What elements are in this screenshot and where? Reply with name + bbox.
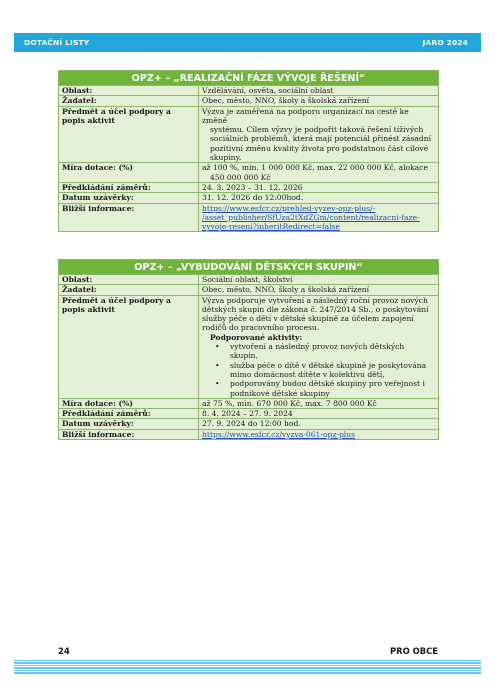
bullet-line: • podporovány budou dětské skupiny pro veřejnost i bbox=[230, 379, 425, 389]
row-label: Předkládání záměrů: bbox=[59, 182, 199, 192]
link-line[interactable]: https://www.esfcr.cz/prehled-vyzev-opz-plus/- bbox=[202, 203, 376, 213]
footer-stripes bbox=[14, 660, 481, 675]
stripe-line bbox=[14, 670, 481, 671]
row-value: Obec, město, NNO, školy a školská zařízení bbox=[199, 285, 439, 295]
row-value: Obec, město, NNO, školy a školská zařízení bbox=[199, 96, 439, 106]
table-row bbox=[59, 285, 439, 295]
running-header bbox=[14, 33, 481, 52]
text-line: skupiny. bbox=[210, 153, 242, 163]
row-label: Bližší informace: bbox=[59, 429, 199, 439]
list-item bbox=[230, 379, 435, 398]
row-value: 24. 3. 2023 – 31. 12. 2026 bbox=[199, 182, 439, 192]
row-label: Míra dotace: (%) bbox=[59, 398, 199, 408]
stripe-line bbox=[14, 662, 481, 663]
row-label: Bližší informace: bbox=[59, 203, 199, 232]
page-number: 24 bbox=[58, 646, 70, 656]
table-row bbox=[59, 203, 439, 232]
text-line: až 100 %, min. 1 000 000 Kč, max. 22 000 000 Kč, alokace bbox=[202, 163, 428, 173]
link-line[interactable]: vyvoje-reseni?inheritRedirect=false bbox=[202, 222, 341, 232]
stripe-line bbox=[14, 665, 481, 666]
label-line: popis aktivit bbox=[62, 115, 115, 125]
row-value: 27. 9. 2024 do 12:00 hod. bbox=[199, 419, 439, 429]
row-label: Oblast: bbox=[59, 275, 199, 285]
bullet-line: • služba péče o dítě v dětské skupině je poskytována bbox=[230, 360, 427, 370]
row-label: Míra dotace: (%) bbox=[59, 163, 199, 183]
stripe-line bbox=[14, 660, 481, 661]
bullet-line: skupin, bbox=[230, 351, 258, 361]
text-line: 450 000 000 Kč bbox=[210, 172, 271, 182]
row-value bbox=[199, 163, 439, 183]
text-line: pozitivní změnu kvality života pro podstatnou část cílové bbox=[210, 143, 429, 153]
activities-subhead: Podporované aktivity: bbox=[210, 332, 303, 342]
text-line: systému. Cílem výzvy je podpořit taková řešení tíživých bbox=[210, 125, 424, 135]
header-section-title: DOTAČNÍ LISTY bbox=[24, 38, 90, 47]
stripe-line bbox=[14, 672, 481, 673]
list-item bbox=[230, 342, 435, 361]
grant-title: OPZ+ – „VYBUDOVÁNÍ DĚTSKÝCH SKUPIN“ bbox=[59, 260, 439, 275]
table-row bbox=[59, 409, 439, 419]
table-row bbox=[59, 275, 439, 285]
publication-name: PRO OBCE bbox=[390, 646, 438, 656]
bullet-line: mimo domácnost dítěte v kolektivu dětí, bbox=[230, 369, 385, 379]
row-label: Datum uzávěrky: bbox=[59, 193, 199, 203]
row-value: Vzdělávání, osvěta, sociální oblast bbox=[199, 86, 439, 96]
label-line: popis aktivit bbox=[62, 304, 115, 314]
bullet-line: podnikové dětské skupiny bbox=[230, 388, 330, 398]
label-line: Předmět a účel podpory a bbox=[62, 295, 171, 305]
row-value bbox=[199, 106, 439, 163]
table-row bbox=[59, 163, 439, 183]
table-row bbox=[59, 106, 439, 163]
row-value: až 75 %, min. 670 000 Kč, max. 7 800 000 Kč bbox=[199, 398, 439, 408]
label-line bbox=[62, 107, 195, 116]
row-label: Žadatel: bbox=[59, 96, 199, 106]
activities-list bbox=[202, 342, 435, 398]
table-row bbox=[59, 419, 439, 429]
text-line: Výzva podporuje vytvoření a následný roční provoz nových bbox=[202, 295, 428, 305]
row-label: Předkládání záměrů: bbox=[59, 409, 199, 419]
info-link[interactable] bbox=[199, 203, 439, 232]
list-item bbox=[230, 361, 435, 380]
row-value: 31. 12. 2026 do 12:00hod. bbox=[199, 193, 439, 203]
text-line: služby péče o děti v dětské skupině za účelem zapojení bbox=[202, 314, 414, 324]
row-label: Žadatel: bbox=[59, 285, 199, 295]
text-line: sociálních problémů, která mají potenciál přinést zásadní bbox=[210, 134, 432, 144]
table-row bbox=[59, 193, 439, 203]
row-label: Datum uzávěrky: bbox=[59, 419, 199, 429]
text-line: rodičů do pracovního procesu. bbox=[202, 323, 320, 333]
label-text: Předmět a účel podpory a bbox=[62, 106, 171, 116]
row-value: Sociální oblast, školství bbox=[199, 275, 439, 285]
table-row bbox=[59, 398, 439, 408]
grant-table-vybudovani-detskych-skupin bbox=[58, 259, 439, 440]
table-row bbox=[59, 182, 439, 192]
table-row bbox=[59, 96, 439, 106]
table-row bbox=[59, 295, 439, 398]
table-row bbox=[59, 86, 439, 96]
row-label bbox=[59, 295, 199, 398]
row-value bbox=[199, 295, 439, 398]
table-row bbox=[59, 429, 439, 439]
text-line: Výzva je zaměřená na podporu organizací na cestě ke změně bbox=[202, 106, 409, 125]
grant-title: OPZ+ – „REALIZAČNÍ FÁZE VÝVOJE ŘEŠENÍ“ bbox=[59, 71, 439, 86]
grant-table-realizacni-faze bbox=[58, 70, 439, 232]
row-label bbox=[59, 106, 199, 163]
stripe-line bbox=[14, 667, 481, 668]
row-label: Oblast: bbox=[59, 86, 199, 96]
row-value: 8. 4. 2024 – 27. 9. 2024 bbox=[199, 409, 439, 419]
link-line[interactable]: /asset_publisher/SfUza2tXdZGm/content/realizacni-faze- bbox=[202, 212, 420, 222]
info-link[interactable] bbox=[199, 429, 439, 439]
link-line[interactable]: https://www.esfcr.cz/vyzva-061-opz-plus bbox=[202, 429, 356, 439]
header-issue: JARO 2024 bbox=[422, 38, 468, 47]
text-line: dětských skupin dle zákona č. 247/2014 Sb., o poskytování bbox=[202, 304, 429, 314]
bullet-line: • vytvoření a následný provoz nových dětských bbox=[230, 342, 405, 352]
